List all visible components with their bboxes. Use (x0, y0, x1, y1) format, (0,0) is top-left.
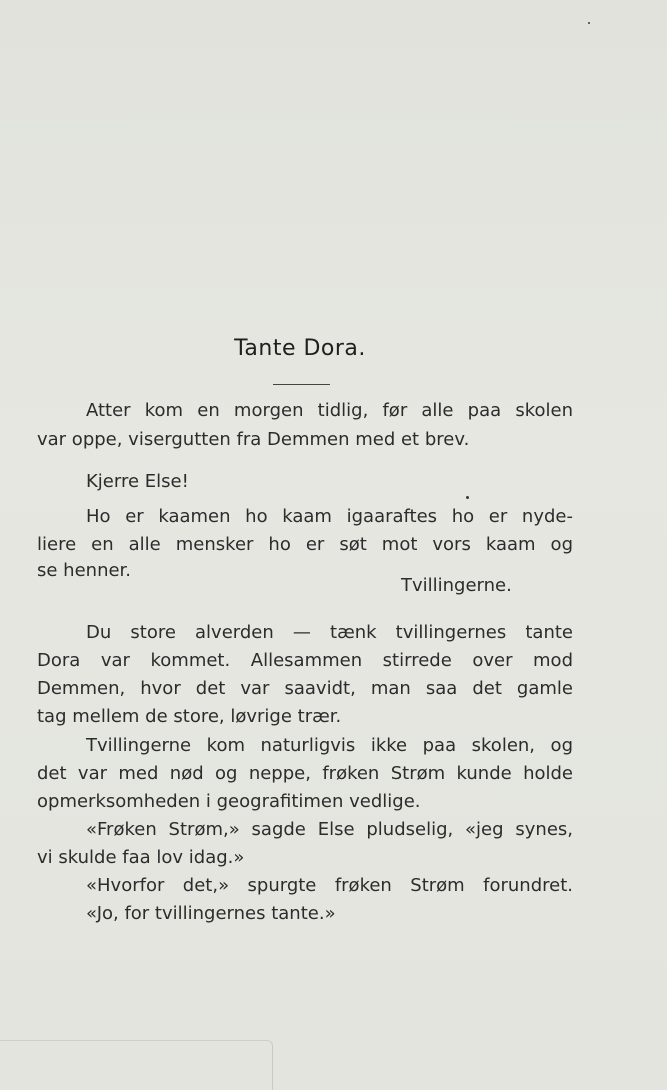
text-line: Demmen, hvor det var saavidt, man saa det gamle (37, 678, 573, 699)
text-line: Atter kom en morgen tidlig, før alle paa skolen (86, 400, 573, 421)
text-line: tag mellem de store, løvrige trær. (37, 706, 342, 727)
page-edge-mark (0, 1040, 273, 1090)
text-line: det var med nød og neppe, frøken Strøm kunde holde (37, 763, 573, 784)
ink-speck (466, 496, 469, 499)
title-divider (273, 384, 330, 385)
text-line: «Frøken Strøm,» sagde Else pludselig, «jeg synes, (86, 819, 573, 840)
chapter-title: Tante Dora. (234, 336, 366, 361)
text-line: «Jo, for tvillingernes tante.» (86, 903, 336, 924)
text-line: Tvillingerne kom naturligvis ikke paa skolen, og (86, 735, 573, 756)
text-line: vi skulde faa lov idag.» (37, 847, 245, 868)
text-line: Dora var kommet. Allesammen stirrede over mod (37, 650, 573, 671)
text-line: se henner. (37, 560, 132, 581)
text-line: «Hvorfor det,» spurgte frøken Strøm forundret. (86, 875, 573, 896)
text-line: var oppe, visergutten fra Demmen med et brev. (37, 429, 470, 450)
text-line: opmerksomheden i geografitimen vedlige. (37, 791, 421, 812)
text-line: Du store alverden — tænk tvillingernes tante (86, 622, 573, 643)
letter-salutation: Kjerre Else! (86, 471, 189, 492)
text-line: liere en alle mensker ho er søt mot vors kaam og (37, 534, 573, 555)
ink-speck (588, 22, 590, 24)
letter-signature: Tvillingerne. (401, 575, 512, 596)
text-line: Ho er kaamen ho kaam igaaraftes ho er nyde- (86, 506, 573, 527)
